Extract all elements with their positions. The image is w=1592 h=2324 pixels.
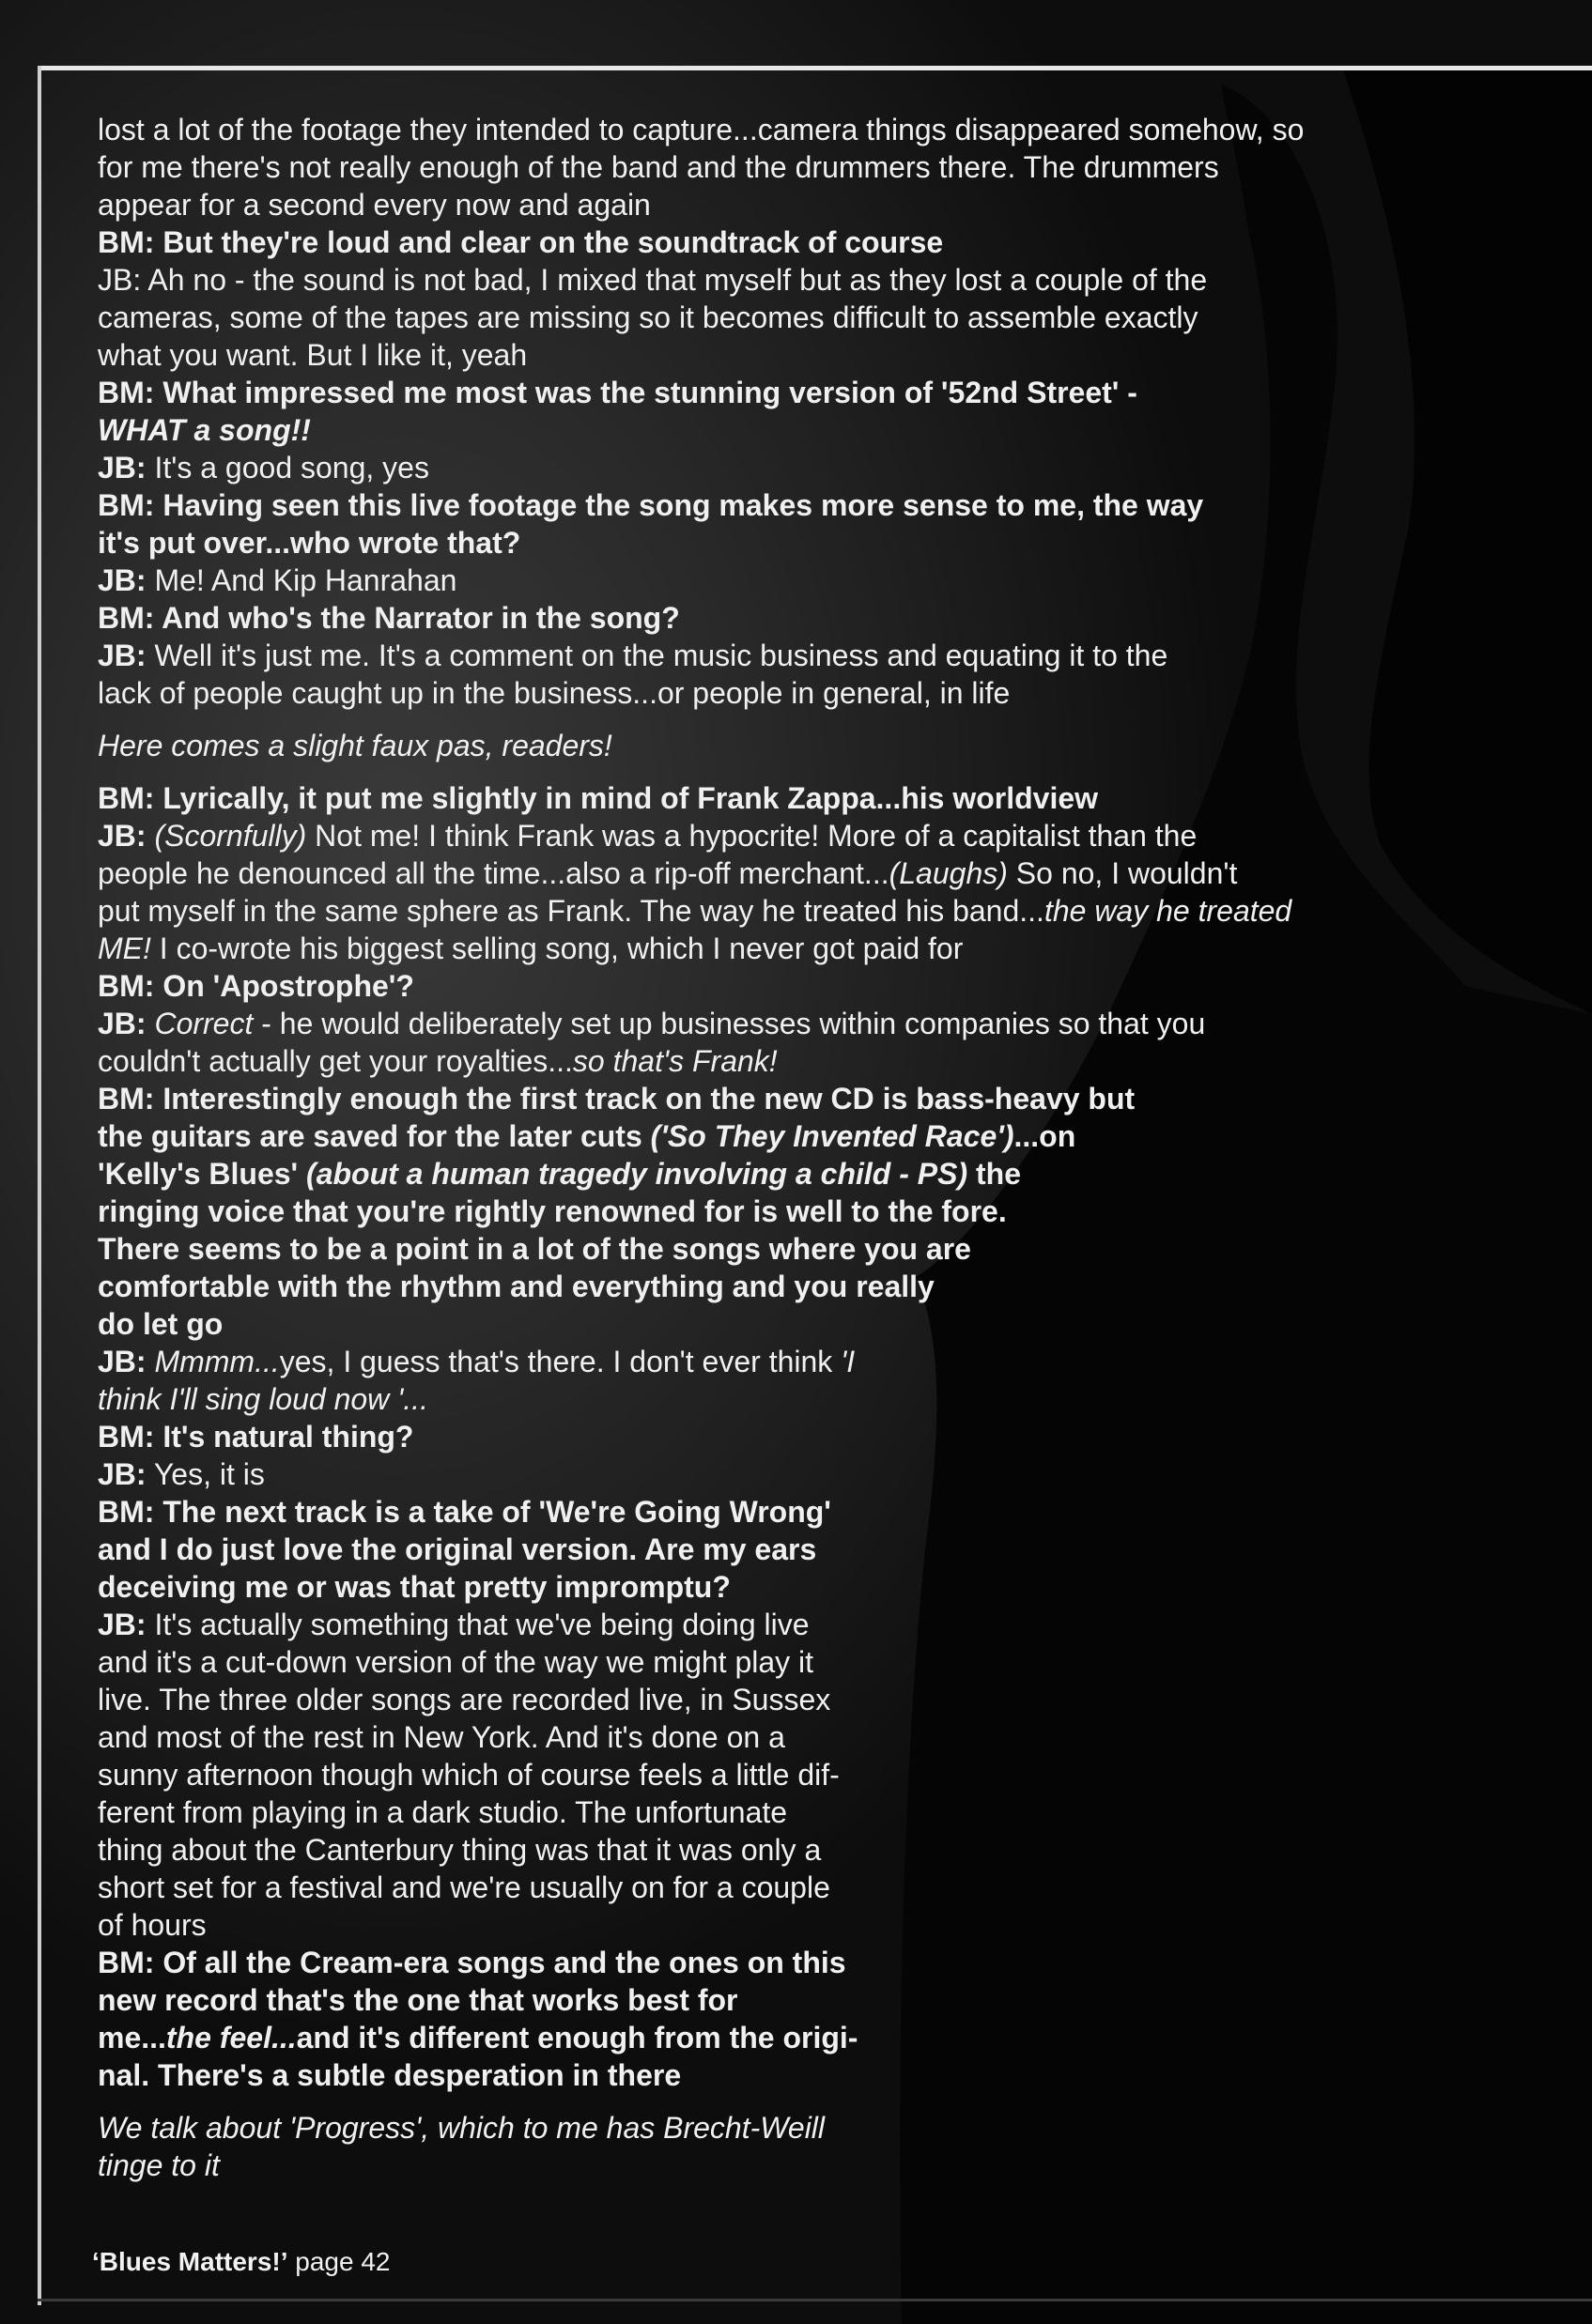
text-line [98, 1080, 1413, 1117]
text-line [98, 817, 1413, 854]
text-line [98, 637, 1413, 674]
text-line [98, 223, 1413, 261]
text-line [98, 1568, 1413, 1606]
paragraph-gap [98, 712, 1413, 727]
text-line [98, 449, 1413, 486]
text-line [98, 930, 1413, 967]
text-line [98, 1531, 1413, 1568]
text-line [98, 1193, 1413, 1230]
text-segment: Not me! I think Frank was a hypocrite! More of a capitalist than the [306, 819, 1198, 853]
text-segment: JB: [98, 639, 147, 672]
paragraph-gap [98, 764, 1413, 779]
text-line [98, 1418, 1413, 1455]
text-line [98, 374, 1413, 411]
text-segment: and I do just love the original version. Are my ears [98, 1532, 817, 1566]
text-segment: short set for a festival and we're usually on for a couple [98, 1870, 830, 1904]
text-segment: it's put over...who wrote that? [98, 526, 521, 560]
text-segment: think I'll sing loud now '... [98, 1382, 428, 1416]
text-line [98, 261, 1413, 299]
bottom-rule [38, 2299, 1592, 2301]
text-segment: (Laughs) [889, 856, 1008, 890]
text-segment: of hours [98, 1908, 207, 1942]
text-line [98, 674, 1413, 712]
paragraph-gap [98, 2094, 1413, 2109]
text-line [98, 2147, 1413, 2184]
text-line [98, 524, 1413, 562]
text-segment: sunny afternoon though which of course feels a little dif- [98, 1758, 840, 1792]
text-line [98, 1343, 1413, 1380]
text-line [98, 1455, 1413, 1493]
text-line [98, 727, 1413, 764]
text-line [98, 854, 1413, 892]
text-segment: BM: But they're loud and clear on the soundtrack of course [98, 225, 944, 259]
page-number: page 42 [287, 2247, 391, 2276]
text-line [98, 1305, 1413, 1343]
text-line [98, 599, 1413, 637]
text-segment: It's actually something that we've being doing live [146, 1608, 810, 1641]
text-segment: comfortable with the rhythm and everything and you really [98, 1270, 935, 1303]
text-segment: Here comes a slight faux pas, readers! [98, 729, 612, 762]
text-segment: ('So They Invented Race') [650, 1119, 1014, 1153]
text-segment: Mmmm... [154, 1345, 280, 1378]
text-segment: what you want. But I like it, yeah [98, 338, 528, 372]
text-line [98, 299, 1413, 336]
text-segment: Me! And Kip Hanrahan [146, 563, 457, 597]
text-segment: JB: [98, 1345, 147, 1378]
text-segment: Correct [154, 1007, 254, 1040]
text-segment: live. The three older songs are recorded live, in Sussex [98, 1683, 831, 1716]
text-line [98, 1869, 1413, 1906]
text-segment: me... [98, 2021, 166, 2055]
text-segment: the [967, 1157, 1021, 1191]
text-segment: the guitars are saved for the later cuts [98, 1119, 651, 1153]
text-line [98, 486, 1413, 524]
text-segment: - he would deliberately set up businesses within companies so that you [253, 1007, 1206, 1040]
text-segment: put myself in the same sphere as Frank. The way he treated his band... [98, 894, 1044, 928]
text-line [98, 2019, 1413, 2056]
text-segment: BM: On 'Apostrophe'? [98, 969, 414, 1003]
text-line [98, 1718, 1413, 1756]
text-segment: Well it's just me. It's a comment on the music business and equating it to the [146, 639, 1168, 672]
text-segment: cameras, some of the tapes are missing so it becomes difficult to assemble exactly [98, 300, 1198, 334]
text-segment: BM: Interestingly enough the first track on the new CD is bass-heavy but [98, 1082, 1136, 1116]
text-line [98, 111, 1413, 148]
text-segment: ringing voice that you're rightly renowned for is well to the fore. [98, 1194, 1007, 1228]
text-line [98, 411, 1413, 449]
text-segment: and most of the rest in New York. And it's done on a [98, 1720, 785, 1754]
text-segment: JB: [98, 1608, 147, 1641]
text-segment: appear for a second every now and again [98, 188, 651, 222]
text-line [98, 1005, 1413, 1042]
text-segment: WHAT a song!! [98, 413, 311, 447]
text-line [98, 1493, 1413, 1531]
text-segment: BM: And who's the Narrator in the song? [98, 601, 680, 635]
text-segment: Yes, it is [146, 1457, 265, 1491]
text-line [98, 779, 1413, 817]
text-segment: couldn't actually get your royalties... [98, 1044, 573, 1078]
text-line [98, 2109, 1413, 2147]
text-line [98, 336, 1413, 374]
text-segment: So no, I wouldn't [1007, 856, 1238, 890]
text-line [98, 1380, 1413, 1418]
text-segment: 'Kelly's Blues' [98, 1157, 307, 1191]
text-line [98, 1981, 1413, 2019]
text-segment: and it's different enough from the origi- [296, 2021, 858, 2055]
text-segment: BM: What impressed me most was the stunning version of '52nd Street' - [98, 376, 1137, 409]
text-segment: ME! [98, 931, 151, 965]
text-line [98, 1756, 1413, 1793]
text-line [98, 1268, 1413, 1305]
text-segment: BM: It's natural thing? [98, 1420, 414, 1454]
text-segment: new record that's the one that works best for [98, 1983, 738, 2017]
text-segment: do let go [98, 1307, 224, 1341]
text-segment: deceiving me or was that pretty impromptu? [98, 1570, 731, 1604]
magazine-name: ‘Blues Matters!’ [92, 2247, 288, 2276]
text-segment: 'I [841, 1345, 856, 1378]
text-line [98, 562, 1413, 599]
text-segment: lack of people caught up in the business...or people in general, in life [98, 676, 1011, 710]
text-segment: JB: [98, 563, 147, 597]
text-line [98, 892, 1413, 930]
text-line [98, 967, 1413, 1005]
text-segment: for me there's not really enough of the band and the drummers there. The drummers [98, 150, 1219, 184]
text-line [98, 148, 1413, 186]
text-line [98, 1643, 1413, 1681]
text-segment: nal. There's a subtle desperation in there [98, 2058, 682, 2092]
text-segment: It's a good song, yes [146, 451, 429, 485]
text-segment: the way he treated [1043, 894, 1292, 928]
text-segment: (Scornfully) [154, 819, 307, 853]
text-line [98, 186, 1413, 223]
text-line [98, 1944, 1413, 1981]
text-segment: yes, I guess that's there. I don't ever think [279, 1345, 842, 1378]
page-footer [92, 2246, 391, 2278]
text-segment: I co-wrote his biggest selling song, which I never got paid for [150, 931, 964, 965]
text-line [98, 2056, 1413, 2094]
text-segment: We talk about 'Progress', which to me has Brecht-Weill [98, 2111, 826, 2145]
text-line [98, 1230, 1413, 1268]
text-line [98, 1793, 1413, 1831]
text-segment: thing about the Canterbury thing was that it was only a [98, 1833, 822, 1867]
text-line [98, 1117, 1413, 1155]
text-segment: tinge to it [98, 2148, 220, 2182]
text-segment: BM: Having seen this live footage the song makes more sense to me, the way [98, 488, 1204, 522]
text-segment: JB: [98, 819, 147, 853]
text-segment: and it's a cut-down version of the way we might play it [98, 1645, 814, 1679]
article-text [98, 111, 1413, 2184]
text-line [98, 1042, 1413, 1080]
text-segment: (about a human tragedy involving a child - PS) [306, 1157, 968, 1191]
text-line [98, 1606, 1413, 1643]
text-segment: BM: Lyrically, it put me slightly in mind of Frank Zappa...his worldview [98, 781, 1099, 815]
text-line [98, 1831, 1413, 1869]
text-segment: the feel... [165, 2021, 297, 2055]
text-segment: so that's Frank! [572, 1044, 778, 1078]
text-segment: lost a lot of the footage they intended to capture...camera things disappeared somehow, so [98, 113, 1305, 146]
text-segment: ferent from playing in a dark studio. The unfortunate [98, 1795, 788, 1829]
text-segment: JB: [98, 1457, 147, 1491]
text-segment: BM: The next track is a take of 'We're Going Wrong' [98, 1495, 831, 1529]
text-segment: BM: Of all the Cream-era songs and the ones on this [98, 1946, 846, 1979]
text-line [98, 1155, 1413, 1193]
text-line [98, 1906, 1413, 1944]
text-segment: There seems to be a point in a lot of the songs where you are [98, 1232, 971, 1266]
text-segment: people he denounced all the time...also a rip-off merchant... [98, 856, 889, 890]
text-segment: ...on [1013, 1119, 1076, 1153]
text-line [98, 1681, 1413, 1718]
left-rule [38, 66, 41, 2305]
top-rule [38, 66, 1592, 70]
text-segment: JB: [98, 451, 147, 485]
text-segment: JB: [98, 1007, 147, 1040]
text-segment: JB: Ah no - the sound is not bad, I mixed that myself but as they lost a couple of the [98, 263, 1208, 297]
